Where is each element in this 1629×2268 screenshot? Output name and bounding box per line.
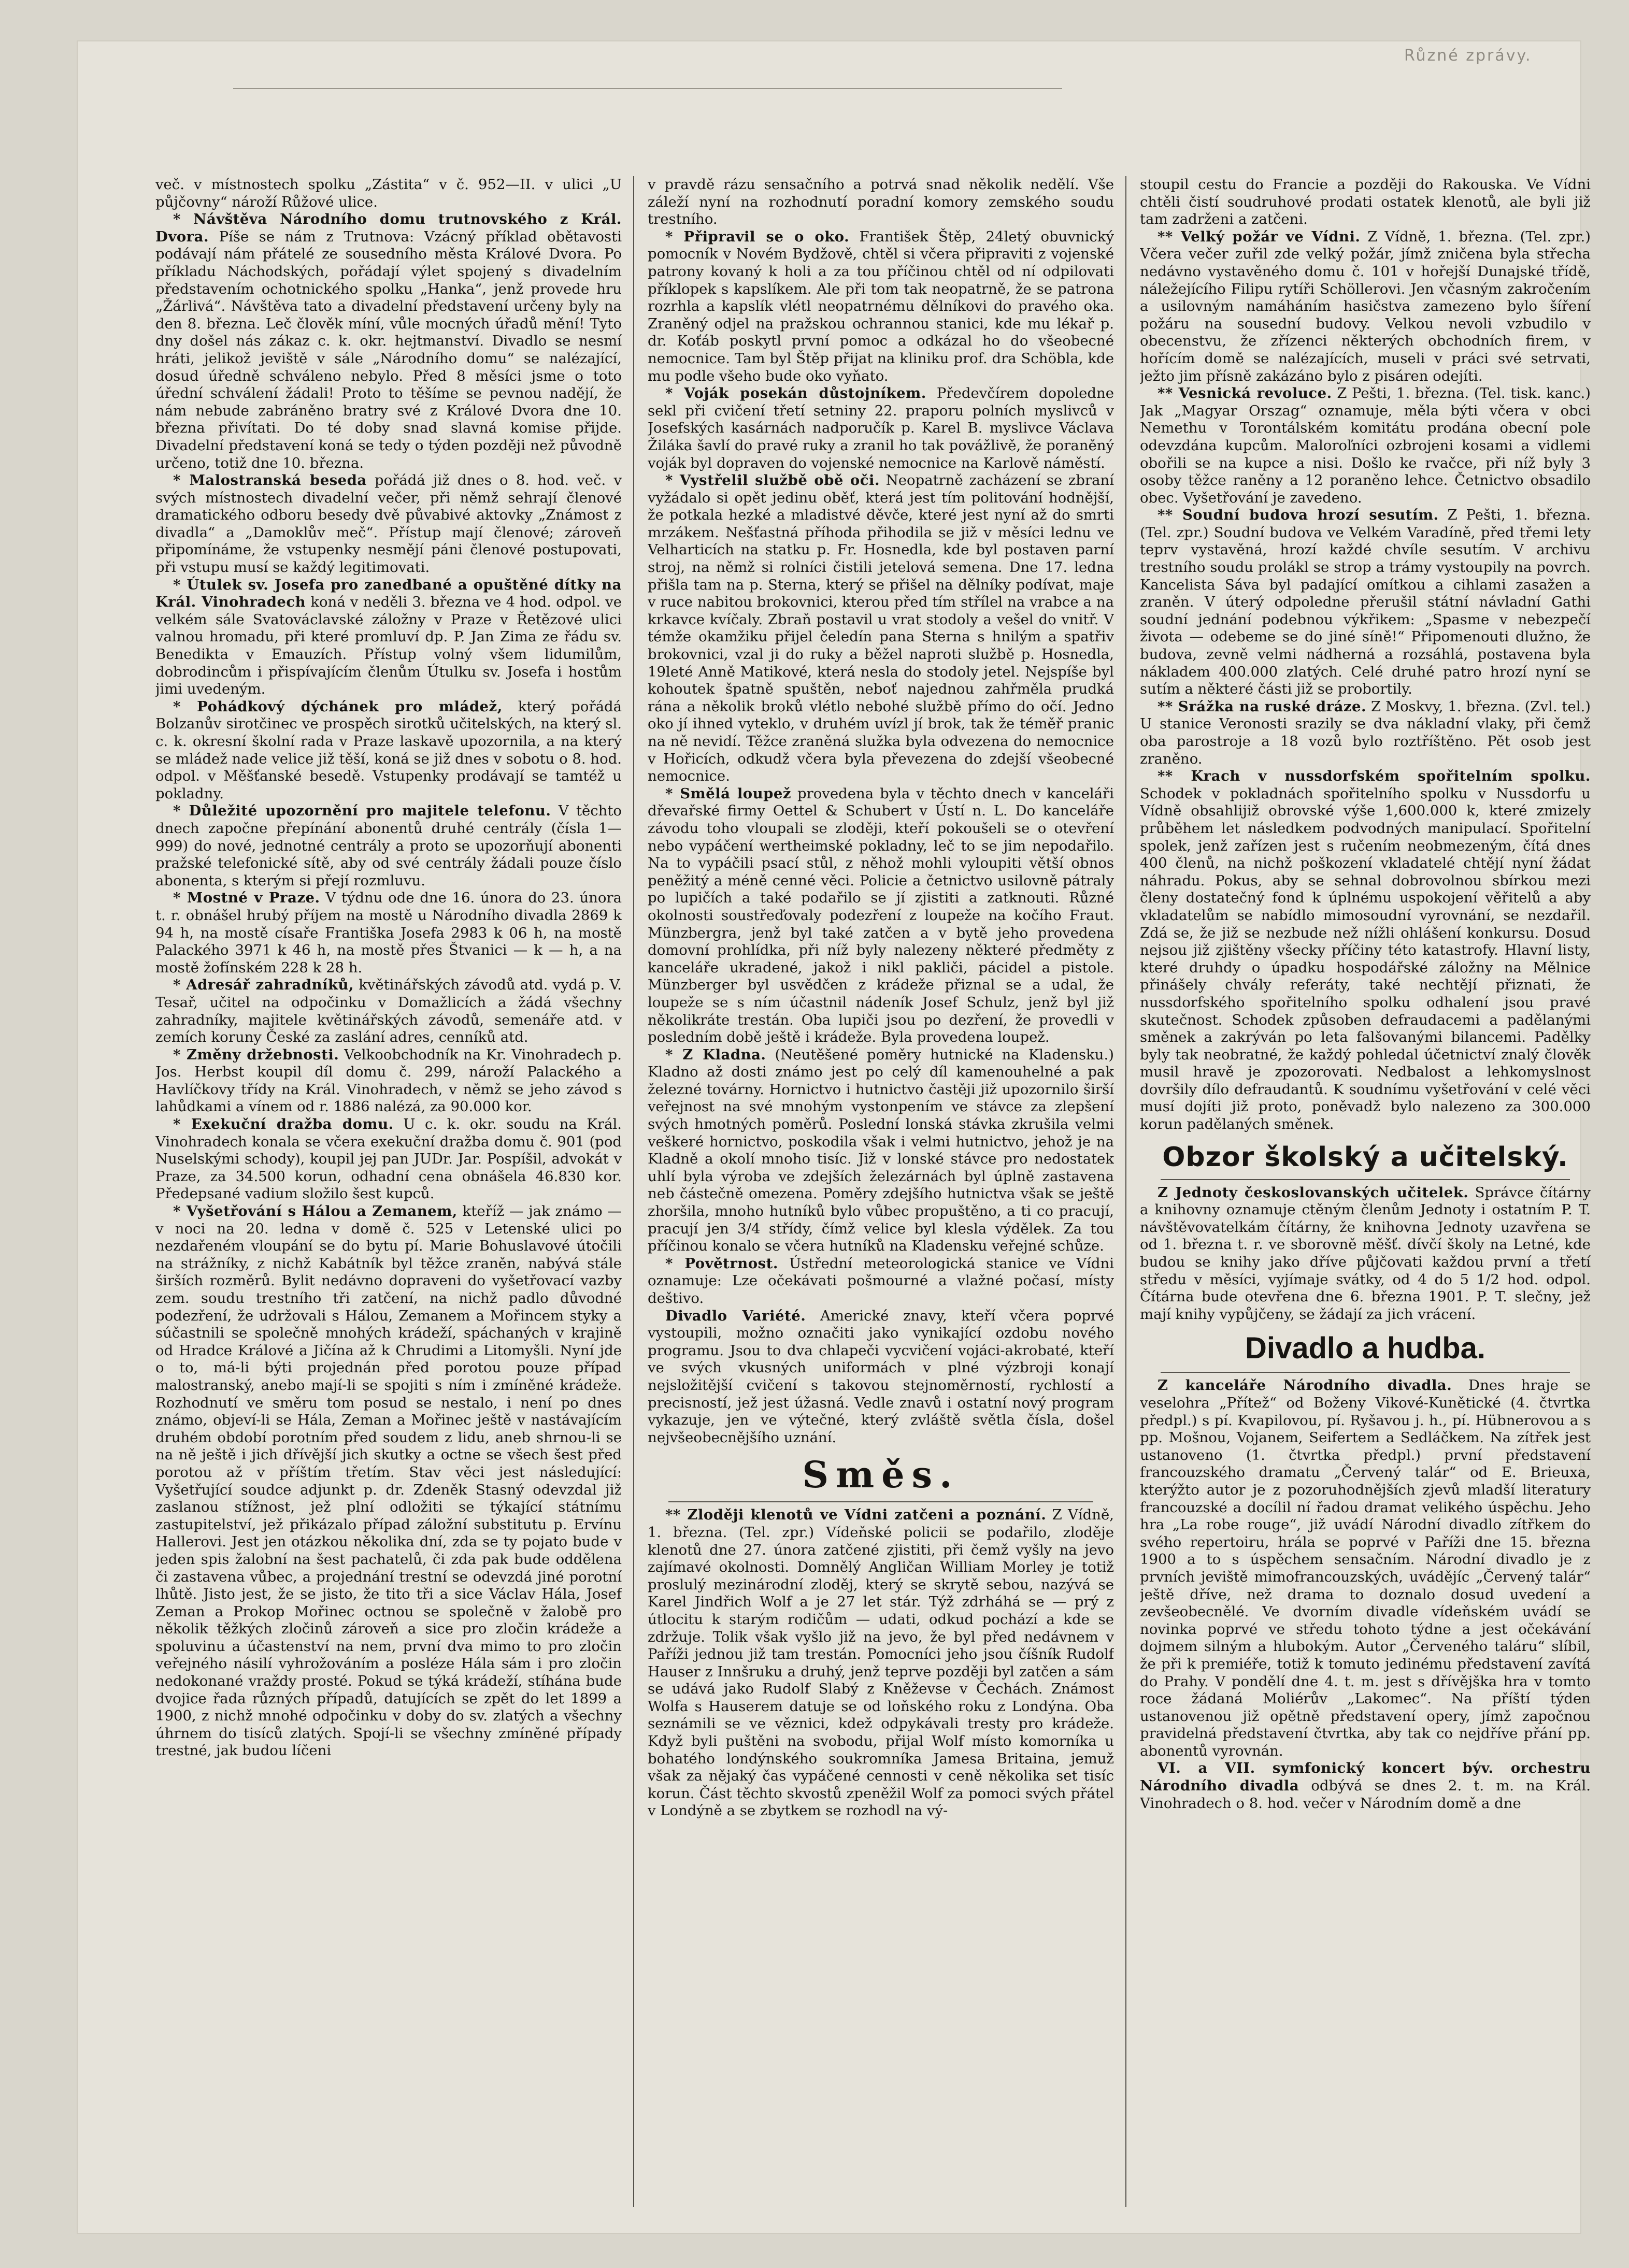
column-separator-2 (1125, 176, 1126, 2207)
section-rule (668, 1501, 1093, 1502)
article-headline: VI. a VII. symfonický koncert býv. orchestru Národního divadla (1140, 1760, 1591, 1795)
article-text: V týdnu ode dne 16. února do 23. února t. r. obnášel hrubý příjem na mostě u Národního divadla 2869 k 94 h, na mostě císaře Františka Josefa 2983 k 06 h, na mostě Palackého 3971 k 46 h, na mostě přes Štvanici — k — h, a na mostě žofínském 228 k 28 h. (155, 889, 622, 976)
article-paragraph (155, 577, 622, 698)
article-paragraph (155, 889, 622, 977)
section-heading-divadlo: Divadlo a hudba. (1245, 1331, 1486, 1366)
article-headline: * Změny držebnosti. (173, 1046, 339, 1063)
article-paragraph (1140, 385, 1591, 507)
column-2 (648, 176, 1114, 2217)
article-headline: * Pohádkový dýchánek pro mládež, (173, 698, 503, 715)
article-text: květinářských závodů atd. vydá p. V. Tesař, učitel na odpočinku v Domažlicích a žádá všechny zahradníky, majitele květinářských závodů, semenáře atd. v zemích koruny České za zaslání adres, cenníků atd. (155, 977, 622, 1046)
article-paragraph (648, 176, 1114, 228)
article-text: (Neutěšené poměry hutnické na Kladensku.) Kladno až dosti známo jest po celý díl kamenouhelné a pak železné továrny. Hornictvo i hutnictvo častěji již upozornilo širší veřejnost na své mnohým vystonpením ve stávce za zlepšení svých hmotných poměrů. Poslední lonská stávka zkrušila velmi veškeré hornictvo, poskodila však i velmi hutnictvo, jehož je na Kladně a okolí mnoho tisíc. Již v lonské stávce pro nedostatek uhlí byla výroba ve zdejších železárnách byl úplně zastavena neb částečně omezena. Poměry zdejšího hutnictva však se ještě zhoršila, mnoho hutníků bylo vůbec propuštěno, a ti co pracují, pracují jen 3/4 střídy, čímž velice byl klesla výdělek. Za tou příčinou konalo se včera hutníků na Kladensku veřejné schůze. (648, 1046, 1114, 1255)
article-text: Z Vídně, 1. března. (Tel. zpr.) Včera večer zuřil zde velký požár, jímž zničena byla střecha nedávno vystavěného domu č. 101 v hořejší Dunajské třídě, náležejícího Filipu rytíři Schöllerovi. Jen včasným zakročením a usilovným namáháním hasičstva zamezeno bylo šíření požáru na sousední budovy. Velkou nevoli vzbudilo v obecenstvu, že zřízenci některých obchodních firem, v hořícím domě se nalézajících, museli v práci své setrvati, ježto jim přísně zakázáno bylo z pisáren odejíti. (1140, 228, 1591, 384)
article-headline: Z Jednoty českoslovanských učitelek. (1158, 1184, 1469, 1201)
page-running-head: Různé zprávy. (1404, 47, 1532, 65)
article-headline: * Smělá loupež (665, 785, 791, 802)
article-paragraph (1140, 228, 1591, 385)
article-headline: ** Soudní budova hrozí sesutím. (1158, 507, 1439, 524)
article-paragraph (155, 472, 622, 577)
article-paragraph (1140, 507, 1591, 698)
article-headline: ** Srážka na ruské dráze. (1158, 698, 1367, 715)
article-text: Velkoobchodník na Kr. Vinohradech p. Jos. Herbst koupil díl domu č. 299, nároží Palackého a Havlíčkovy třídy na Král. Vinohradech, v němž se jeho závod s lahůdkami a vínem od r. 1886 nalézá, za 90.000 kor. (155, 1046, 622, 1115)
article-text: Americké znavy, kteří včera poprvé vystoupili, možno označiti jako vynikající ozdobu nového programu. Jsou to dva chlapeči vycvičení vojáci-akrobaté, kteří ve svých vkusných uniformách v plné výzbroji konají nejsložitější cvičení s takovou stejnoměrností, rychlostí a precisností, jež jest úžasná. Vedle znavů i ostatní nový program vykazuje, jen ve výtečné, který zvláště světla čísla, došel nejvšeobecnějšího uznání. (648, 1307, 1114, 1446)
article-text: odbývá se dnes 2. t. m. na Král. Vinohradech o 8. hod. večer v Národním domě a dne (1140, 1777, 1591, 1812)
article-text: pořádá již dnes o 8. hod. več. v svých místnostech divadelní večer, při němž sehrají členové dramatického odboru besedy dvě půvabivé aktovky „Známost z divadla“ a „Damoklův meč“. Přístup mají členové; zároveň připomínáme, že vstupenky nesmějí páni členové postupovati, při vstupu musí se každý legitimovati. (155, 472, 622, 576)
article-text: Dnes hraje se veselohra „Přítež“ od Boženy Vikové-Kunětické (4. čtvrtka předpl.) s pí. Kvapilovou, pí. Ryšavou j. h., pí. Hübnerovou a s pp. Mošnou, Vojanem, Seifertem a Sedláčkem. Na zítřek jest ustanoveno (1. čtvrtka předpl.) první představení francouzského dramatu „Červený talár“ od E. Brieuxa, kterýžto autor je z pozoruhodnějších zjevů mladší literatury francouzské a docílil ní řadou dramat velikého úspěchu. Jeho hra „La robe rouge“, již uvádí Národní divadlo zítřkem do svého repertoiru, hrála se poprvé v Paříži dne 15. března 1900 a to s úspěchem sensačním. Národní divadlo je z prvních jeviště mimofrancouzských, uvádějíc „Červený talár“ ještě dříve, než drama to doznalo dosud uvedení a zevšeobecnělé. Ve dvorním divadle vídeňském uvádí se novinka poprvé ve středu tohoto týdne a jest očekávání dojmem silným a hlubokým. Autor „Červeného taláru“ slíbil, že při k premiéře, totiž k tomuto jedinému představení zavítá do Prahy. V pondělí dne 4. t. m. jest s dřívějška hra v tomto roce žádaná Moliérův „Lakomec“. Na příští týden ustanovenou již opětně představení opery, jímž započnou pravidelná představení čtvrtka, aby tak co nejdříve přání pp. abonentů vyrovnán. (1140, 1377, 1591, 1759)
article-text: koná v neděli 3. března ve 4 hod. odpol. ve velkém sále Svatováclavské záložny v Praze v Řetězové ulici valnou hromadu, při které promluví dp. P. Jan Zima ze řádu sv. Benedikta v Emauzích. Přístup volný všem lidumilům, dobrodincům i přispívajícím členům Útulku sv. Josefa i hostům jimi uvedeným. (155, 594, 622, 698)
article-paragraph (1140, 698, 1591, 768)
article-headline: * Adresář zahradníků, (173, 977, 354, 994)
article-headline: * Důležité upozornění pro majitele telefonu. (173, 802, 551, 820)
article-paragraph (155, 211, 622, 472)
article-text: Schodek v pokladnách spořitelního spolku v Nussdorfu u Vídně obsahlijiž obrovské výše 1,600.000 k, které zmizely průběhem let následkem podvodných manipulací. Spořitelní spolek, jenž zařízen jest s ručením neobmezeným, čítá dnes 400 členů, na nichž poškození vkladatelé chtějí nyní žádat náhradu. Pokus, aby se sehnal dobrovolnou sbírkou mezi členy dostatečný fond k úplnému uspokojení věřitelů a aby vkladatelům se nabídlo mimosoudní vyrovnání, se nezdařil. Zdá se, že již se nezbude než nížli ohlášení konkursu. Dosud nejsou již zjištěny všecky příčiny této katastrofy. Hlavní listy, které druhdy o úpadku hospodářské záložny na Mělnice přinášely chvály referáty, také nechtějí přiznati, že nussdorfského spořitelního spolku odhalení jsou pravé skutečnost. Schodek způsoben defraudacemi a padělanými směnek a zakrýván po leta falšovanými bilancemi. Padělky byly tak neobratné, že každý pohledal účetnictví znalý člověk musil hravě je zpozorovati. Nedbalost a lehkomyslnost dovršily dílo defraudantů. K soudnímu vyšetřování v celé věci musí dojíti již proto, poněvadž bylo nalezeno za 300.000 korun padělaných směnek. (1140, 785, 1591, 1133)
article-headline: ** Krach v nussdorfském spořitelním spolku. (1158, 768, 1591, 785)
article-text: več. v místnostech spolku „Zástita“ v č. 952—II. v ulici „U půjčovny“ nároží Růžové ulice. (155, 176, 622, 210)
newspaper-page (78, 41, 1591, 2233)
article-text: Píše se nám z Trutnova: Vzácný příklad obětavosti podávají nám přátelé ze sousedního města Králové Dvora. Po příkladu Náchodských, pořádají výlet spojený s divadelním představením ochotnického spolku „Hanka“, jenž provede hru „Žárlivá“. Návštěva tato a divadelní představení určeny byly na den 8. března. Leč člověk míní, vůle mocných úřadů mění! Tyto dny došel nás zákaz c. k. okr. hejtmanství. Divadlo se nesmí hráti, jelikož jeviště v sále „Národního domu“ se nalézající, dosud úředně schváleno nebylo. Před 8 měsíci jsme o toto úřední schválení žádali! Proto to těšíme se pevnou nadějí, že nám nebude zabráněno bratry své z Králové Dvora dne 10. března přivítati. Do té doby snad slavná komise přijde. Divadelní představení koná se tedy o týden později než původně určeno, totiž dne 10. března. (155, 228, 622, 471)
article-text: Z Vídně, 1. března. (Tel. zpr.) Vídeňské policii se podařilo, zloděje klenotů dne 27. února zatčené zjistiti, při čemž vyšly na jevo zajímavé okolnosti. Domnělý Angličan William Morley je totiž proslulý mezinárodní zloděj, který se skrytě sebou, nazývá se Karel Jindřich Wolf a je 27 let stár. Týž zdrháhá se — prý z útlocitu k starým rodičům — udati, odkud pochází a kde se zdržuje. Tolik však vyšlo již na jevo, že byl před nedávnem v Paříži jednou již tam trestán. Pomocníci jeho jsou číšník Rudolf Hauser z Innšruku a druhý, jenž teprve později byl zatčen a sám se udává jako Rudolf Slabý z Kněževse v Čechách. Známost Wolfa s Hauserem datuje se od loňského roku z Londýna. Oba seznámili se ve věznici, kdež odpykávali tresty pro krádeže. Když byli puštěni na svobodu, přijal Wolf místo komorníka u bohatého londýnského soukromníka Jamesa Britaina, jemuž však za nějaký čas vypáčené cennosti v ceně několika set tisíc korun. Část těchto skvostů zpeněžil Wolf za pomoci svých přátel v Londýně a se zbytkem se rozhodl na vý- (648, 1506, 1114, 1819)
article-headline: Z kanceláře Národního divadla. (1158, 1377, 1452, 1394)
article-paragraph (1140, 176, 1591, 228)
article-text: kteříž — jak známo — v noci na 20. ledna v domě č. 525 v Letenské ulici po nezdařeném vloupání se do bytu pí. Marie Bohuslavové útočili na strážníky, z nichž Kabátník byl těžce zraněn, nabývá stále širších rozměrů. Bylit nedávno dopraveni do vyšetřovací vazby zem. soudu trestního tři zatčení, na nichž padlo důvodné podezření, že udržovali s Hálou, Zemanem a Mořincem styky a súčastnili se společně mnohých krádeží, spáchaných v krajině od Hradce Králové a Jičína až k Chrudimi a Litomyšli. Nyní jde o to, má-li býti projednán před porotou pouze případ malostranský, anebo mají-li se spojiti s ním i zmíněné krádeže. Rozhodnutí ve směru tom posud se nestalo, i není po dnes známo, objeví-li se Hála, Zeman a Mořinec ještě v nastávajícím druhém období porotním před soudem z lidu, aneb shrnou-li se na ně ještě i jich dřívější jich skutky a octne se všech šest před porotou až v příštím třetím. Stav věci jest následující: Vyšetřující soudce adjunkt p. dr. Zdeněk Stasný odevzdal již zaslanou stížnost, jež plní odložiti se týkající státnímu zastupitelství, jež přikázalo případ záložní substitutu p. Ervínu Hallerovi. Jest jen otázkou několika dní, zda se ty pojato bude v jeden spis žalobní na šest pachatelů, či zda pak bude oddělena či zastavena vůbec, a projednání trestní se odevzdá jiné porotní lhůtě. Jisto jest, že se jisto, že tito tři a sice Václav Hála, Josef Zeman a Prokop Mořinec octnou se společně v žalobě pro několik těžkých zločinů zároveň a sice pro zločin krádeže a spoluvinu a účastenství na nem, první dva mimo to pro zločin veřejného násilí vyhrožováním a posléze Hála sám i pro zločin nedokonané vraždy prosté. Pokud se týká krádeží, stíhána bude dvojice řada různých případů, datujících se zpět do let 1899 a 1900, z nichž mnohé odpočinku v doby do sv. zlatých a všechny úhrnem do tisíců zlatých. Spojí-li se všechny zmíněné případy trestné, jak budou líčeni (155, 1203, 622, 1759)
article-headline: * Vystřelil službě obě oči. (665, 472, 880, 489)
article-headline: * Návštěva Národního domu trutnovského z Král. Dvora. (155, 211, 622, 245)
article-paragraph (648, 1046, 1114, 1255)
article-text: Z Moskvy, 1. března. (Zvl. tel.) U stanice Veronosti srazily se dva nákladní vlaky, při čemž oba parostroje a 18 vozů bylo roztříštěno. Pět osob jest zraněno. (1140, 698, 1591, 767)
article-headline: ** Zloději klenotů ve Vídni zatčeni a poznání. (665, 1506, 1047, 1524)
article-text: Z Pešti, 1. března. (Tel. tisk. kanc.) Jak „Magyar Orszag“ oznamuje, měla býti včera v obci Nemethu v Torontálském komitátu prodána obecní pole odevzdána kupcům. Maloroľníci ozbrojeni kosami a vidlemi obořili se na kupce a nisi. Došlo ke rvačce, při níž byly 3 osoby těžce raněny a 12 poraněno lehce. Četnictvo obsadilo obec. Vyšetřování je zavedeno. (1140, 385, 1591, 506)
article-paragraph (1140, 1377, 1591, 1760)
article-paragraph (155, 1116, 622, 1203)
article-headline: * Voják posekán důstojníkem. (665, 385, 926, 402)
article-text: František Štěp, 24letý obuvnický pomocník v Novém Bydžově, chtěl si včera připraviti z vojenské patrony kovaný k holi a za tou příčinou chtěl od ní odpilovati příklopek s kapslíkem. Ale při tom tak neopatrně, že se patrona rozrhla a kapslík vlétl neopatrnému dělníkovi do pravého oka. Zraněný odjel na pražskou ochrannou stanici, kde mu lékař p. dr. Koťáb poskytl první pomoc a odkázal ho do všeobecné nemocnice. Tam byl Štěp přijat na kliniku prof. dra Schöbla, kde mu podle všeho bude oko vyňato. (648, 228, 1114, 384)
article-paragraph (648, 228, 1114, 385)
article-text: Neopatrně zacházení se zbraní vyžádalo si opět jedinu oběť, která jest tím politování hodnější, že potkala hezké a mladistvé děvče, které jest nyní až do smrti mrzákem. Nešťastná příhoda přihodila se již v měsíci lednu ve Velharticích na statku p. Fr. Hosnedla, kde byl postaven parní stroj, na němž si rolníci čistili jetelová semena. Dne 17. ledna přišla tam na p. Sterna, který se přišel na dělníky podívat, maje v ruce nabitou brokovnici, kterou před tím střílel na vrabce a na krkavce kvíčaly. Zbraň postavil u vrat stodoly a vešel do vnitř. V témže okamžiku přijel čeledín pana Sterna s hnilým a spatřiv brokovnici, vzal ji do ruky a běžel naproti službě p. Hosnedla, 19leté Anně Matikové, která nesla do stodoly jetel. Nejspíše byl kohoutek špatně spuštěn, neboť najednou zahřměla prudká rána a několik broků vlétlo nebohé službě přímo do očí. Jedno oko jí ihned vyteklo, v druhém uvízl jí brok, tak že téměř pranic na ně nevidí. Těžce zraněná služka byla odvezena do nemocnice v Hořicích, odkudž včera byla převezena do zdejší všeobecné nemocnice. (648, 472, 1114, 785)
section-rule (1161, 1372, 1570, 1373)
article-headline: * Z Kladna. (665, 1046, 766, 1063)
article-headline: * Mostné v Praze. (173, 889, 320, 907)
article-text: Správce čítárny a knihovny oznamuje ctěným členům Jednoty i ostatním P. T. návštěvovatelkám čítárny, že knihovna Jednoty uzavřena se od 1. března t. r. ve sborovně měšť. dívčí školy na Letné, kde budou se knihy jako dříve půjčovati každou první a třetí středu v měsíci, vyjímaje svátky, od 4 do 5 1/2 hod. odpol. Čítárna bude otevřena dne 6. března 1901. P. T. slečny, jež mají knihy vypůjčeny, se žádají za jich vrácení. (1140, 1184, 1591, 1323)
article-text: Ústřední meteorologická stanice ve Vídni oznamuje: Lze očekávati pošmourné a vlažné počasí, místy deštivo. (648, 1255, 1114, 1307)
section-rule (1161, 1179, 1570, 1180)
article-paragraph (1140, 1184, 1591, 1324)
article-text: stoupil cestu do Francie a později do Rakouska. Ve Vídni chtěli čistí soudruhové prodati ostatek klenotů, ale byli již tam zadrženi a zatčeni. (1140, 176, 1591, 228)
column-3 (1140, 176, 1591, 2217)
section-heading-obzor: Obzor školský a učitelský. (1162, 1141, 1568, 1173)
article-paragraph (155, 1203, 622, 1760)
article-headline: * Malostranská beseda (173, 472, 367, 489)
article-paragraph (648, 1506, 1114, 1820)
article-paragraph (648, 1255, 1114, 1308)
article-headline: * Připravil se o oko. (665, 228, 850, 245)
article-paragraph (155, 977, 622, 1046)
article-headline: Divadlo Variété. (665, 1307, 806, 1324)
article-text: Předevčírem dopoledne sekl při cvičení třetí setniny 22. praporu polních myslivců v Josefských kasárnách nadporučík p. Karel B. myslivce Václava Žiláka šavlí do pravé ruky a zranil ho tak povážlivě, že poraněný voják byl dopraven do vojenské nemocnice na Karlově náměstí. (648, 385, 1114, 471)
article-headline: ** Vesnická revoluce. (1158, 385, 1332, 402)
article-text: V těchto dnech započne přepínání abonentů druhé centrály (čísla 1—999) do nové, jednotné centrály a proto se upozorňují abonenti pražské telefonické sítě, aby od své centrály žádali pouze číslo abonenta, s kterým si přejí rozmluvu. (155, 802, 622, 889)
article-text: provedena byla v těchto dnech v kanceláři dřevařské firmy Oettel & Schubert v Ústí n. L. Do kanceláře závodu toho vloupali se zloději, kteří pokoušeli se o otevření nebo vypáčení wertheimské pokladny, leč to se jim nepodařilo. Na to vypáčili psací stůl, z něhož mohli vyloupiti větší obnos peněžitý a méně cenné věci. Policie a četnictvo usilovně pátraly po lupičích a také podařilo se jí zjistiti a zatknouti. Různé okolnosti soustřeďovaly podezření z loupeže na kočího Fraut. Münzbergra, jenž byl také zatčen a v bytě jeho provedena domovní prohlídka, při níž byly nalezeny některé předměty z kanceláře ukradené, jakož i nikl pakliči, pácidel a pistole. Münzberger byl usvědčen z krádeže přiznal se a udal, že loupeže se s ním účastnil nádeník Josef Schulz, jenž byl již několikráte trestán. Oba lupiči jsou po dezření, že provedli v posledním době ještě i krádeže. Byla provedena loupež. (648, 785, 1114, 1046)
article-paragraph (648, 472, 1114, 785)
article-paragraph (155, 698, 622, 803)
column-1 (155, 176, 622, 2217)
article-paragraph (155, 802, 622, 889)
article-paragraph (648, 785, 1114, 1046)
section-heading-smes: Směs. (802, 1453, 960, 1497)
top-rule (233, 88, 1062, 89)
article-paragraph (1140, 768, 1591, 1133)
article-paragraph (155, 1046, 622, 1116)
column-separator-1 (633, 176, 634, 2207)
article-paragraph (1140, 1760, 1591, 1812)
article-paragraph (648, 1308, 1114, 1447)
article-text: v pravdě rázu sensačního a potrvá snad několik nedělí. Vše záleží nyní na rozhodnutí poradní komory zemského soudu trestního. (648, 176, 1114, 228)
article-paragraph (155, 176, 622, 211)
article-text: Z Pešti, 1. března. (Tel. zpr.) Soudní budova ve Velkém Varadíně, před třemi lety teprv vystavěná, hrozí každé chvíle sesutím. V archivu trestního soudu prolákl se strop a trámy vystoupily na povrch. Kancelista Sáva byl padající omítkou a cihlami zasažen a zraněn. V úterý odpoledne přerušil státní návladní Gathi soudní jednání podebnou výkřikem: „Spasme v nebezpečí života — odebeme se do jiné síně!“ Připomenouti dlužno, že budova, zevně velmi nádherná a rozsáhlá, postavena byla nákladem 400.000 zlatých. Celé druhé patro hrozí nyní se sutím a některé části již se probortily. (1140, 507, 1591, 698)
article-headline: * Vyšetřování s Hálou a Zemanem, (173, 1203, 458, 1220)
article-text: který pořádá Bolzanův sirotčinec ve prospěch sirotků učitelských, na který sl. c. k. okresní školní rada v Praze laskavě upozornila, a na který se mládež nade velice již těší, koná se již dnes v sobotu o 8. hod. odpol. v Měšťanské besedě. Vstupenky prodávají se tamtéž u pokladny. (155, 698, 622, 802)
article-text: U c. k. okr. soudu na Král. Vinohradech konala se včera exekuční dražba domu č. 901 (pod Nuselskými schody), koupil jej pan JUDr. Jar. Pospíšil, advokát v Praze, za 34.500 korun, odhadní cena obnášela 46.830 kor. Předepsané vadium složilo šest kupců. (155, 1116, 622, 1202)
article-headline: ** Velký požár ve Vídni. (1158, 228, 1361, 245)
article-headline: * Útulek sv. Josefa pro zanedbané a opuštěné dítky na Král. Vinohradech (155, 576, 622, 611)
article-paragraph (648, 385, 1114, 472)
article-headline: * Povětrnost. (665, 1255, 778, 1272)
article-headline: * Exekuční dražba domu. (173, 1116, 394, 1133)
